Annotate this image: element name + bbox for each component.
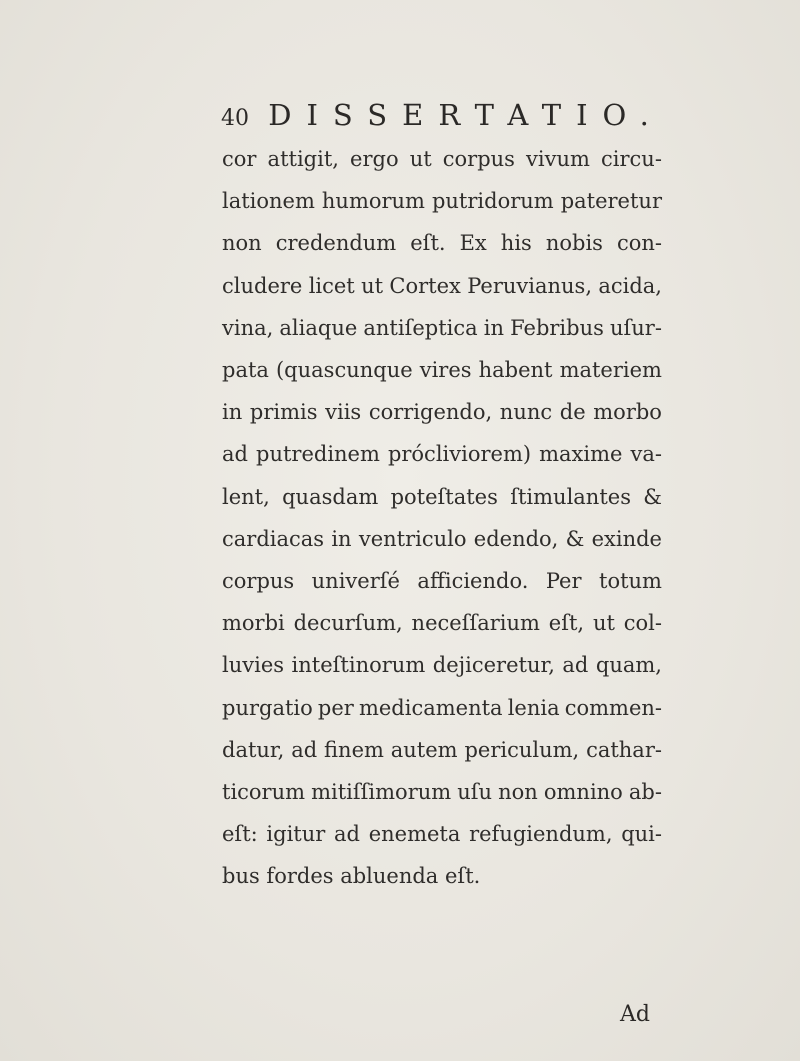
word: lent, [222, 484, 270, 509]
word: uſur- [609, 315, 662, 340]
text-line-17 [222, 813, 662, 855]
page-number: 40 [221, 106, 249, 131]
word: non [498, 780, 538, 805]
word: ticorum [222, 780, 306, 805]
word: medicamenta [358, 695, 503, 720]
text-line-16 [222, 771, 662, 813]
word: quam, [595, 653, 662, 678]
word: eſt: [222, 822, 258, 847]
word: ut [361, 273, 384, 298]
text-line-7-content [222, 391, 662, 433]
text-line-3-content [222, 222, 662, 264]
word: licet [308, 273, 355, 298]
word: pateretur [560, 189, 662, 214]
word: vires [419, 358, 472, 383]
text-line-18 [222, 855, 662, 897]
word: ad [562, 653, 589, 678]
word: edendo, [473, 526, 559, 551]
word: datur, [222, 737, 285, 762]
word: uſu [457, 780, 493, 805]
word: inteſtinorum [291, 653, 426, 678]
running-title: DISSERTATIO. [268, 98, 664, 132]
text-line-13 [222, 644, 662, 686]
text-line-14-content [222, 687, 662, 729]
word: totum [599, 569, 662, 594]
word: his [500, 231, 532, 256]
word: putredinem [256, 442, 380, 467]
word: finem [324, 737, 384, 762]
word: vivum [526, 147, 590, 171]
word: eſt. [410, 231, 446, 256]
word: con- [616, 231, 662, 256]
word: mitiſſimorum [311, 780, 452, 805]
word: putridorum [431, 189, 554, 214]
text-line-15-content [222, 729, 662, 771]
word: ad [291, 737, 318, 762]
text-line-4 [222, 265, 662, 307]
text-line-6 [222, 349, 662, 391]
word: univerſé [311, 569, 400, 594]
word: pata [222, 358, 269, 383]
word: col- [623, 611, 662, 636]
word: antiſeptica [363, 315, 478, 340]
word: nobis [545, 231, 603, 256]
word: humorum [321, 189, 425, 214]
word: viis [325, 400, 362, 425]
text-line-3 [222, 222, 662, 264]
word: (quascunque [275, 358, 413, 383]
word: qui- [621, 822, 662, 847]
word: corpus [442, 147, 515, 171]
word: cludere [222, 273, 303, 298]
running-header [221, 98, 664, 132]
text-line-15 [222, 729, 662, 771]
word: quasdam [282, 484, 379, 509]
word: periculum, [464, 737, 580, 762]
word: eſt, [548, 611, 585, 636]
text-line-16-content [222, 771, 662, 813]
word: in [222, 400, 243, 425]
text-line-4-content [222, 265, 662, 307]
word: omnino [543, 780, 623, 805]
word: exinde [591, 526, 662, 551]
word: afficiendo. [417, 569, 529, 594]
word: commen- [564, 695, 662, 720]
text-line-5-content [222, 307, 662, 349]
word: autem [390, 737, 458, 762]
text-line-9-content [222, 476, 662, 518]
word: nunc [499, 400, 553, 425]
text-line-7 [222, 391, 662, 433]
text-line-1 [222, 138, 662, 180]
word: Febribus [510, 315, 604, 340]
word: cardiacas [222, 526, 325, 551]
word: de [559, 400, 586, 425]
word: cor [222, 147, 257, 171]
word: ab- [628, 780, 662, 805]
word: igitur [266, 822, 326, 847]
text-line-1-content [222, 138, 662, 180]
word: circu- [601, 147, 662, 171]
word: vina, [222, 315, 274, 340]
word: & [565, 526, 585, 551]
text-line-10 [222, 518, 662, 560]
text-line-11 [222, 560, 662, 602]
word: luvies [222, 653, 285, 678]
word: ventriculo [358, 526, 467, 551]
word: Cortex [389, 273, 461, 298]
word: ſtimulantes [510, 484, 631, 509]
word: purgatio [222, 695, 313, 720]
text-line-18-content: bus fordes abluenda eſt. [222, 864, 481, 889]
word: acida, [598, 273, 662, 298]
word: va- [630, 442, 662, 467]
word: & [643, 484, 662, 509]
word: in [483, 315, 504, 340]
word: corrigendo, [368, 400, 493, 425]
word: ut [592, 611, 615, 636]
text-line-10-content [222, 518, 662, 560]
word: in [331, 526, 352, 551]
text-line-2-content [222, 180, 662, 222]
text-line-2 [222, 180, 662, 222]
word: corpus [222, 569, 295, 594]
text-line-12-content [222, 602, 662, 644]
text-line-13-content [222, 644, 662, 686]
word: primis [249, 400, 318, 425]
body-text [222, 138, 662, 898]
word: per [317, 695, 354, 720]
word: morbi [222, 611, 285, 636]
word: ad [222, 442, 248, 467]
word: prócliviorem) [387, 442, 532, 467]
word: non [222, 231, 262, 256]
catchword: Ad [620, 1002, 650, 1027]
text-line-14 [222, 687, 662, 729]
word: poteſtates [390, 484, 498, 509]
text-line-17-content [222, 813, 662, 855]
word: materiem [559, 358, 662, 383]
word: morbo [593, 400, 662, 425]
word: neceſſarium [411, 611, 540, 636]
text-line-8 [222, 433, 662, 475]
word: attigit, [267, 147, 339, 171]
text-line-8-content [222, 433, 662, 475]
word: refugiendum, [469, 822, 613, 847]
word: aliaque [279, 315, 358, 340]
word: dejiceretur, [432, 653, 555, 678]
word: habent [478, 358, 553, 383]
word: credendum [275, 231, 397, 256]
word: cathar- [586, 737, 662, 762]
word: enemeta [368, 822, 461, 847]
word: ergo [350, 147, 399, 171]
word: lationem [222, 189, 315, 214]
text-line-11-content [222, 560, 662, 602]
word: Ex [459, 231, 487, 256]
word: ad [334, 822, 360, 847]
text-line-9 [222, 476, 662, 518]
text-line-12 [222, 602, 662, 644]
word: lenia [507, 695, 560, 720]
word: Peruvianus, [467, 273, 592, 298]
word: ut [409, 147, 432, 171]
text-line-5 [222, 307, 662, 349]
word: maxime [539, 442, 623, 467]
word: decurſum, [293, 611, 403, 636]
text-line-6-content [222, 349, 662, 391]
word: Per [545, 569, 582, 594]
